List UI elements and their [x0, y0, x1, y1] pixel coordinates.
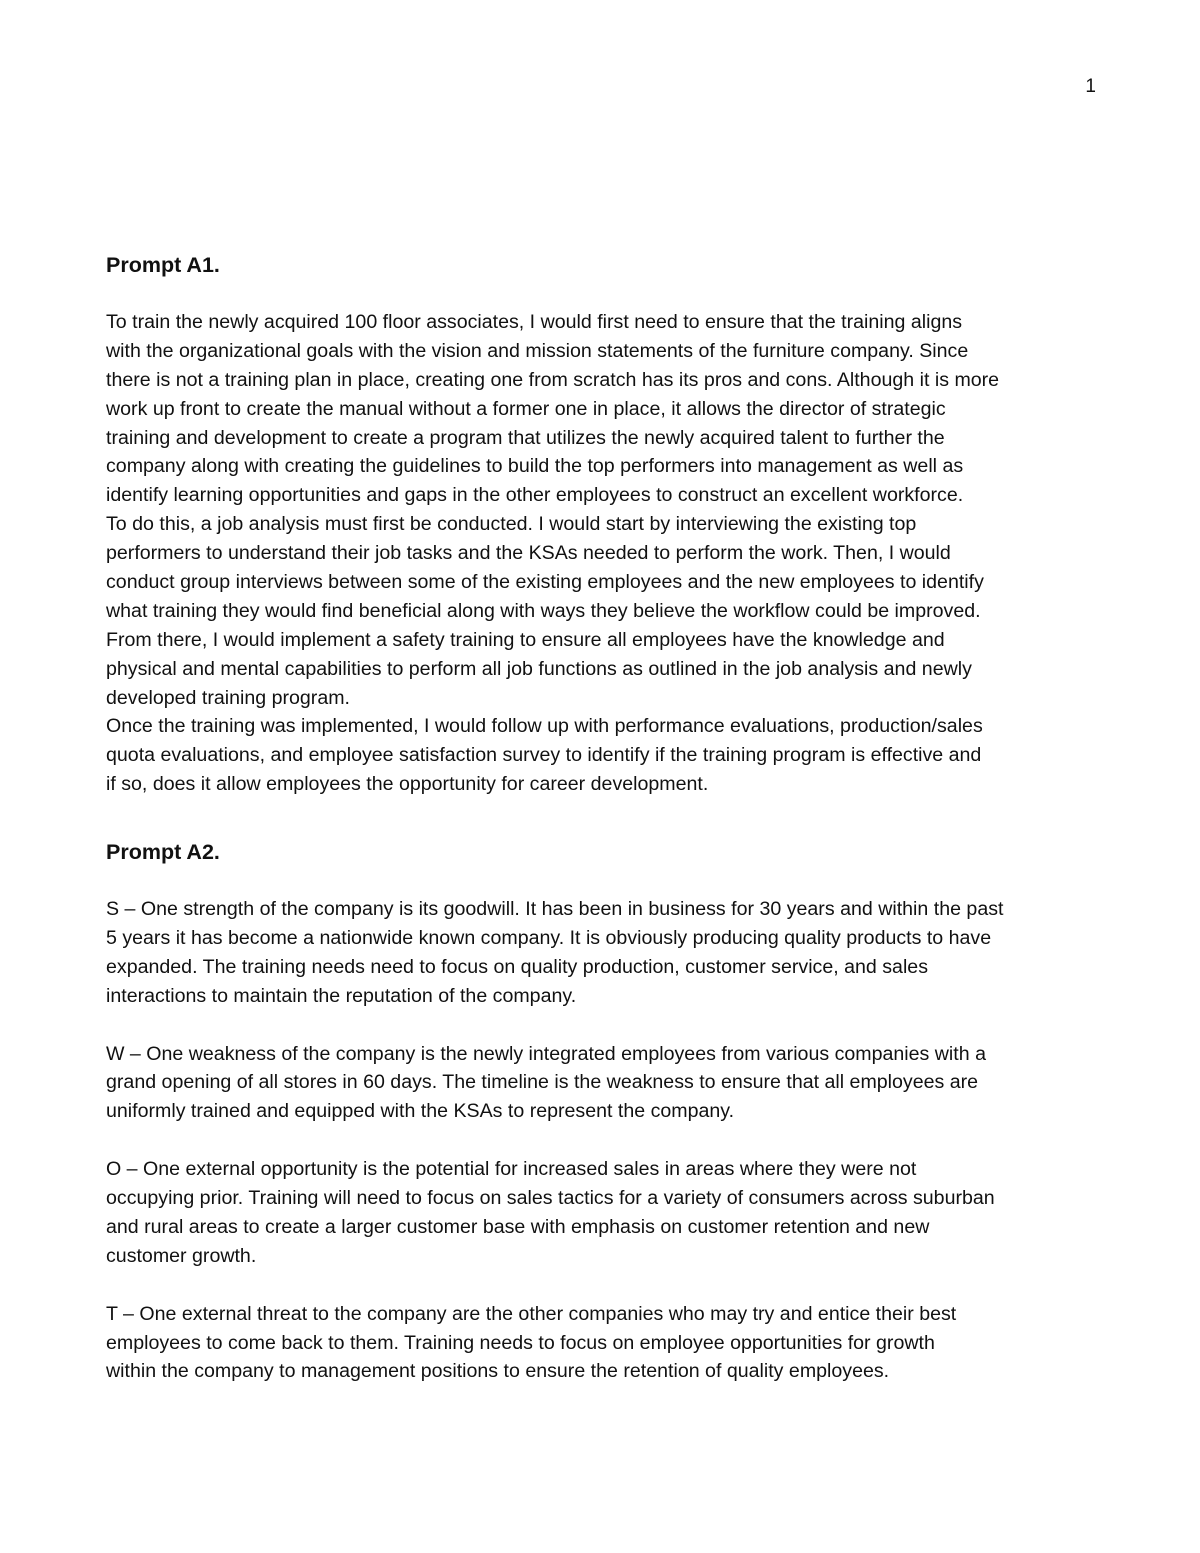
text-line: O – One external opportunity is the potential for increased sales in areas where they were not [106, 1158, 917, 1181]
text-line: To do this, a job analysis must first be conducted. I would start by interviewing the existing top [106, 513, 917, 536]
text-line: Once the training was implemented, I would follow up with performance evaluations, production/sales [106, 715, 983, 738]
text-line: if so, does it allow employees the opportunity for career development. [106, 773, 709, 796]
text-line: company along with creating the guidelines to build the top performers into management as well as [106, 455, 964, 478]
text-line: grand opening of all stores in 60 days. The timeline is the weakness to ensure that all employees are [106, 1071, 979, 1094]
section-prompt-a1 [106, 250, 1106, 799]
text-line: uniformly trained and equipped with the KSAs to represent the company. [106, 1100, 735, 1123]
section-heading: Prompt A2. [106, 840, 220, 865]
text-line: and rural areas to create a larger customer base with emphasis on customer retention and new [106, 1215, 930, 1238]
text-line: performers to understand their job tasks and the KSAs needed to perform the work. Then, I would [106, 542, 951, 565]
text-line: physical and mental capabilities to perform all job functions as outlined in the job analysis and newly [106, 657, 972, 680]
text-line: T – One external threat to the company are the other companies who may try and entice their best [106, 1302, 957, 1325]
text-line: W – One weakness of the company is the newly integrated employees from various companies with a [106, 1042, 986, 1065]
text-line: interactions to maintain the reputation of the company. [106, 984, 577, 1007]
text-line: with the organizational goals with the vision and mission statements of the furniture company. Since [106, 339, 969, 362]
section-heading: Prompt A1. [106, 253, 220, 277]
text-line: within the company to management positions to ensure the retention of quality employees. [106, 1360, 890, 1383]
paragraph-strength [106, 895, 1106, 1011]
text-line: quota evaluations, and employee satisfaction survey to identify if the training program is effective and [106, 744, 982, 767]
section-prompt-a2 [106, 837, 1106, 1386]
text-line: occupying prior. Training will need to focus on sales tactics for a variety of consumers across suburban [106, 1187, 995, 1210]
paragraph-threat [106, 1300, 1106, 1387]
text-line: work up front to create the manual without a former one in place, it allows the director of strategic [106, 397, 946, 420]
text-line: From there, I would implement a safety training to ensure all employees have the knowledge and [106, 628, 945, 651]
text-line: S – One strength of the company is its goodwill. It has been in business for 30 years and within the past [106, 898, 1004, 921]
text-line: 5 years it has become a nationwide known company. It is obviously producing quality products to have [106, 927, 992, 950]
text-line: To train the newly acquired 100 floor associates, I would first need to ensure that the training aligns [106, 311, 963, 333]
paragraph-weakness [106, 1040, 1106, 1127]
paragraph [106, 510, 1106, 712]
text-line: customer growth. [106, 1244, 257, 1267]
text-line: employees to come back to them. Training needs to focus on employee opportunities for growth [106, 1331, 935, 1354]
paragraph [106, 308, 1106, 510]
text-line: conduct group interviews between some of the existing employees and the new employees to identify [106, 571, 984, 594]
text-line: training and development to create a program that utilizes the newly acquired talent to further the [106, 426, 945, 449]
text-line: developed training program. [106, 686, 350, 709]
text-line: there is not a training plan in place, creating one from scratch has its pros and cons. Although it is more [106, 368, 1000, 391]
paragraph [106, 712, 1106, 799]
text-line: identify learning opportunities and gaps in the other employees to construct an excellent workforce. [106, 484, 964, 507]
text-line: what training they would find beneficial along with ways they believe the workflow could be improved. [106, 599, 981, 622]
text-line: expanded. The training needs need to focus on quality production, customer service, and sales [106, 955, 928, 978]
document-body [106, 250, 1106, 1386]
paragraph-opportunity [106, 1155, 1106, 1271]
page-number: 1 [1085, 76, 1096, 97]
